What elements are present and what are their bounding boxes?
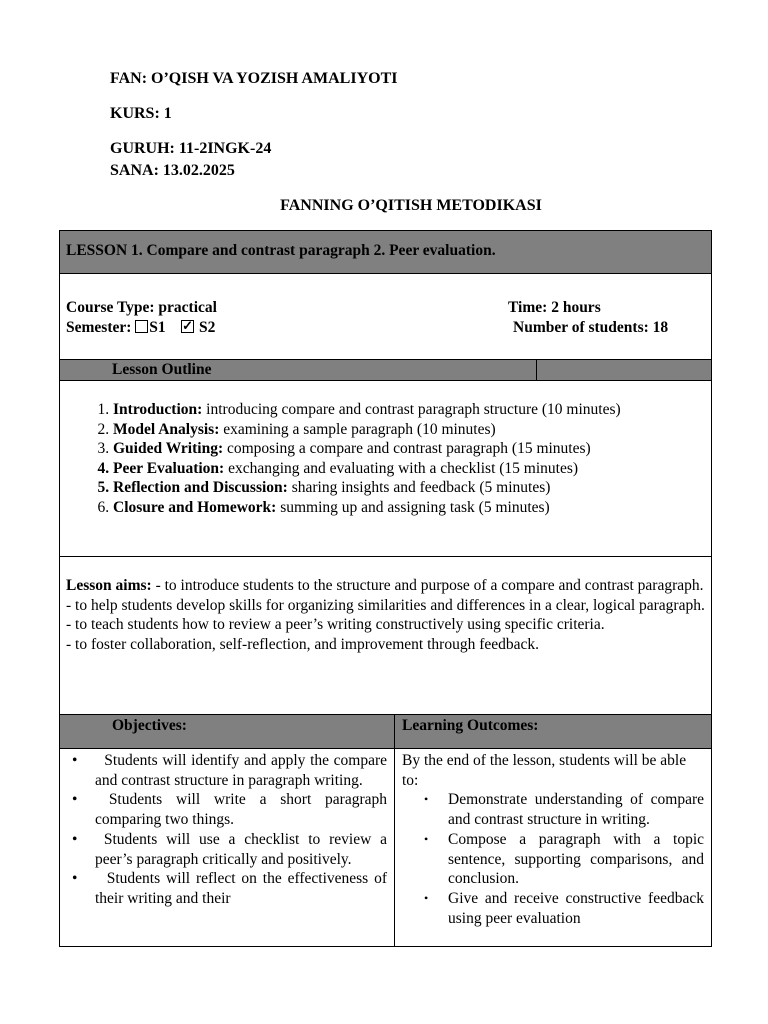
objective-item: • Students will identify and apply the compare and contrast structure in paragraph writing. bbox=[72, 752, 391, 789]
outline-list-cell bbox=[60, 381, 711, 557]
outline-item-text: exchanging and evaluating with a checklist (15 minutes) bbox=[224, 459, 579, 477]
objectives-header-row bbox=[60, 715, 711, 749]
semester-s2-checkbox-icon[interactable] bbox=[181, 320, 194, 333]
course-info bbox=[60, 274, 711, 360]
objectives-list bbox=[60, 751, 394, 909]
aims-line: - to teach students how to review a peer’s writing constructively using specific criteria. bbox=[66, 616, 605, 634]
outline-item-label: Peer Evaluation: bbox=[113, 459, 225, 477]
lesson-time: Time: 2 hours bbox=[508, 299, 601, 316]
semester-label: Semester: bbox=[66, 319, 136, 336]
outline-item-text: introducing compare and contrast paragraph structure (10 minutes) bbox=[202, 401, 621, 418]
outline-item bbox=[113, 420, 711, 440]
semester-s2-label: S2 bbox=[199, 319, 216, 336]
outline-header-row bbox=[60, 360, 711, 381]
objective-item: • Students will reflect on the effectiveness of their writing and their bbox=[72, 870, 391, 907]
objective-item: • Students will write a short paragraph comparing two things. bbox=[72, 791, 391, 829]
outline-item-label: Reflection and Discussion: bbox=[113, 479, 288, 497]
objectives-outcomes-row bbox=[60, 749, 711, 946]
date-heading: SANA: 13.02.2025 bbox=[110, 162, 235, 179]
lesson-plan-table bbox=[59, 230, 712, 947]
outline-item-text: composing a compare and contrast paragraph (15 minutes) bbox=[223, 440, 591, 458]
outcomes-list bbox=[395, 790, 711, 928]
bullet-icon: • bbox=[72, 752, 78, 769]
semester-s1-label: S1 bbox=[149, 319, 166, 336]
bullet-icon: • bbox=[72, 870, 78, 888]
outline-list bbox=[60, 400, 711, 518]
document-title: FANNING O’QITISH METODIKASI bbox=[280, 197, 542, 214]
outline-heading: Lesson Outline bbox=[60, 360, 537, 380]
outline-item-label: Introduction: bbox=[113, 401, 203, 418]
outline-item bbox=[113, 439, 711, 459]
outcome-item: • Give and receive constructive feedback using peer evaluation bbox=[424, 889, 704, 927]
student-count: Number of students: 18 bbox=[513, 319, 669, 336]
outcomes-heading: Learning Outcomes: bbox=[402, 717, 539, 734]
bullet-icon: • bbox=[424, 831, 429, 846]
semester-s1-checkbox-icon[interactable] bbox=[135, 320, 148, 333]
aims-label: Lesson aims: bbox=[66, 577, 152, 594]
subject-heading: FAN: O’QISH VA YOZISH AMALIYOTI bbox=[110, 70, 398, 87]
course-heading: KURS: 1 bbox=[110, 105, 172, 122]
outline-item bbox=[113, 459, 711, 479]
objective-item: • Students will use a checklist to review a peer’s paragraph critically and positively. bbox=[72, 830, 391, 868]
outline-item-text: examining a sample paragraph (10 minutes) bbox=[219, 420, 496, 438]
course-type: Course Type: practical bbox=[66, 299, 217, 316]
outline-item-label: Closure and Homework: bbox=[113, 498, 277, 516]
outline-item-text: sharing insights and feedback (5 minutes) bbox=[287, 479, 551, 497]
outline-item bbox=[113, 498, 711, 518]
bullet-icon: • bbox=[424, 792, 429, 807]
bullet-icon: • bbox=[72, 830, 78, 848]
outcomes-intro: By the end of the lesson, students will be able to: bbox=[402, 752, 687, 789]
outline-item-label: Model Analysis: bbox=[113, 420, 220, 438]
objectives-heading: Objectives: bbox=[60, 715, 395, 748]
lesson-title: LESSON 1. Compare and contrast paragraph 2. Peer evaluation. bbox=[60, 231, 711, 274]
aims-line: - to introduce students to the structure and purpose of a compare and contrast paragraph. bbox=[151, 577, 704, 594]
outcome-item: • Compose a paragraph with a topic sentence, supporting comparisons, and conclusion. bbox=[424, 830, 704, 888]
outcome-item: • Demonstrate understanding of compare and contrast structure in writing. bbox=[424, 791, 704, 829]
aims-line: - to help students develop skills for organizing similarities and differences in a clear, logical paragraph. bbox=[66, 596, 705, 614]
group-heading: GURUH: 11-2INGK-24 bbox=[110, 140, 272, 157]
outline-item-label: Guided Writing: bbox=[113, 440, 224, 458]
outline-item bbox=[113, 400, 711, 420]
bullet-icon: • bbox=[424, 890, 429, 905]
aims-line: - to foster collaboration, self-reflection, and improvement through feedback. bbox=[66, 635, 540, 653]
bullet-icon: • bbox=[72, 791, 78, 809]
lesson-aims bbox=[60, 557, 711, 715]
outline-item-text: summing up and assigning task (5 minutes) bbox=[276, 498, 550, 516]
outline-item bbox=[113, 478, 711, 498]
semester-line bbox=[66, 318, 217, 338]
